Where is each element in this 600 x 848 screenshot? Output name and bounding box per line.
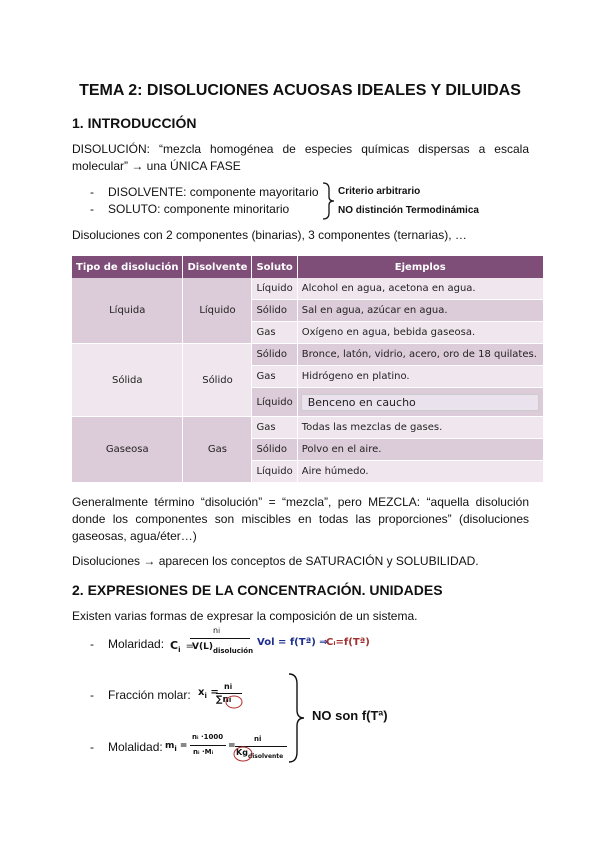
- intro-paragraph: Existen varias formas de expresar la composición de un sistema.: [72, 609, 418, 623]
- formula-den: ∑n: [216, 695, 229, 705]
- table-header-cell: Soluto: [252, 256, 297, 278]
- formula-num-sub: i: [229, 683, 233, 691]
- table-cell-soluto: Líquido: [252, 388, 297, 417]
- table-cell-soluto: Líquido: [252, 278, 297, 300]
- table-cell-ejemplo: Polvo en el aire.: [297, 439, 543, 461]
- table-cell-soluto: Gas: [252, 417, 297, 439]
- table-header-cell: Disolvente: [183, 256, 252, 278]
- table-cell-tipo: Sólida: [72, 344, 183, 417]
- c-note: Cᵢ=f(Tª): [326, 637, 370, 648]
- table-header-cell: Ejemplos: [297, 256, 543, 278]
- table-header-cell: Tipo de disolución: [72, 256, 183, 278]
- vol-note: Vol = f(Tª) ⇒: [257, 637, 328, 648]
- brace-note-termodinamica: NO distinción Termodinámica: [338, 205, 479, 216]
- table-cell-tipo: Gaseosa: [72, 417, 183, 483]
- table-cell-disolvente: Gas: [183, 417, 252, 483]
- disoluciones-table: [72, 256, 544, 483]
- item-dash: -: [90, 637, 94, 651]
- formula-den: nᵢ ·Mᵢ: [193, 748, 214, 756]
- table-header-row: [72, 256, 543, 278]
- formula-lhs: m: [165, 741, 175, 751]
- mezcla-paragraph: Generalmente término “disolución” = “mezcla”, pero MEZCLA: “aquella disolución donde los componentes son miscibles en todas las proporciones” (disoluciones gaseosas, agua/éter…): [72, 495, 529, 543]
- item-label-molaridad: Molaridad:: [108, 637, 165, 651]
- formula-den-sub: disolución: [212, 647, 254, 655]
- formula-lhs: C: [170, 639, 179, 652]
- red-circle-icon: [232, 745, 254, 763]
- definition-paragraph: DISOLUCIÓN: “mezcla homogénea de especies químicas dispersas a escala molecular” → una ÚNICA FASE: [72, 142, 529, 173]
- bullet-disolvente: DISOLVENTE: componente mayoritario: [108, 185, 319, 199]
- bullet-soluto: SOLUTO: componente minoritario: [108, 202, 290, 216]
- item-dash: -: [90, 740, 94, 754]
- item-label-fraccion: Fracción molar:: [108, 688, 191, 702]
- table-cell-soluto: Sólido: [252, 300, 297, 322]
- table-cell-soluto: Gas: [252, 366, 297, 388]
- fraction-bar: [190, 745, 226, 746]
- table-cell-ejemplo: Oxígeno en agua, bebida gaseosa.: [297, 322, 543, 344]
- saturacion-paragraph: Disoluciones → aparecen los conceptos de SATURACIÓN y SOLUBILIDAD.: [72, 554, 479, 568]
- formula-molalidad: $m_i$ =: [165, 741, 188, 753]
- table-cell-ejemplo: Sal en agua, azúcar en agua.: [297, 300, 543, 322]
- page-title: TEMA 2: DISOLUCIONES ACUOSAS IDEALES Y DILUIDAS: [79, 82, 521, 99]
- table-cell-ejemplo: Todas las mezclas de gases.: [297, 417, 543, 439]
- no-funcion-note: NO son f(Tª): [312, 708, 388, 723]
- table-cell-ejemplo-overlay: [297, 388, 543, 417]
- formula-num2-sub: i: [258, 735, 262, 743]
- table-cell-ejemplo: Hidrógeno en platino.: [297, 366, 543, 388]
- bullet-dash: -: [90, 185, 94, 199]
- formula-sub: i: [178, 646, 181, 654]
- formula-den: V(L): [192, 642, 213, 652]
- item-label-molalidad: Molalidad:: [108, 740, 163, 754]
- formula-num2-text: n: [254, 735, 259, 743]
- table-cell-disolvente: Líquido: [183, 278, 252, 344]
- fraction-bar: [190, 638, 250, 639]
- table-cell-soluto: Sólido: [252, 439, 297, 461]
- table-cell-ejemplo: Alcohol en agua, acetona en agua.: [297, 278, 543, 300]
- equals-sign: =: [228, 741, 236, 751]
- formula-num: n: [224, 682, 230, 691]
- brace-note-criterio: Criterio arbitrario: [338, 186, 421, 197]
- table-row: [72, 417, 543, 439]
- red-circle-icon: [224, 694, 244, 710]
- overlay-text-box: Benceno en caucho: [301, 394, 539, 411]
- item-dash: -: [90, 688, 94, 702]
- formula-sub: i: [204, 692, 207, 700]
- table-cell-soluto: Sólido: [252, 344, 297, 366]
- formula-molaridad: Ci =: [170, 639, 194, 654]
- curly-brace-icon: [286, 672, 308, 764]
- formula-num: n: [213, 626, 219, 635]
- table-row: [72, 344, 543, 366]
- formula-numerator: [224, 682, 232, 691]
- curly-brace-icon: [320, 181, 336, 221]
- formula-sub: i: [174, 745, 177, 753]
- bullet-dash: -: [90, 202, 94, 216]
- table-cell-soluto: Gas: [252, 322, 297, 344]
- section-heading-introduccion: 1. INTRODUCCIÓN: [72, 115, 197, 131]
- table-cell-ejemplo: Bronce, latón, vidrio, acero, oro de 18 quilates.: [297, 344, 543, 366]
- components-paragraph: Disoluciones con 2 componentes (binarias), 3 componentes (ternarias), …: [72, 228, 467, 242]
- formula-den2-text: Kg: [236, 748, 248, 757]
- table-row: [72, 278, 543, 300]
- table-cell-tipo: Líquida: [72, 278, 183, 344]
- formula-num-sub: i: [218, 627, 221, 635]
- section-heading-concentracion: 2. EXPRESIONES DE LA CONCENTRACIÓN. UNIDADES: [72, 582, 443, 598]
- table-cell-ejemplo: Aire húmedo.: [297, 461, 543, 483]
- table-cell-disolvente: Sólido: [183, 344, 252, 417]
- formula-den2-sub: disolvente: [247, 753, 284, 760]
- formula-den-sub: i: [228, 696, 232, 704]
- formula-num2: [254, 735, 261, 743]
- formula-lhs: x: [198, 687, 205, 698]
- formula-denominator: [192, 642, 254, 655]
- formula-numerator: [213, 626, 220, 635]
- formula-num: nᵢ ·1000: [192, 733, 224, 741]
- formula-fraccion: $x_i$ =: [198, 687, 219, 700]
- table-cell-soluto: Líquido: [252, 461, 297, 483]
